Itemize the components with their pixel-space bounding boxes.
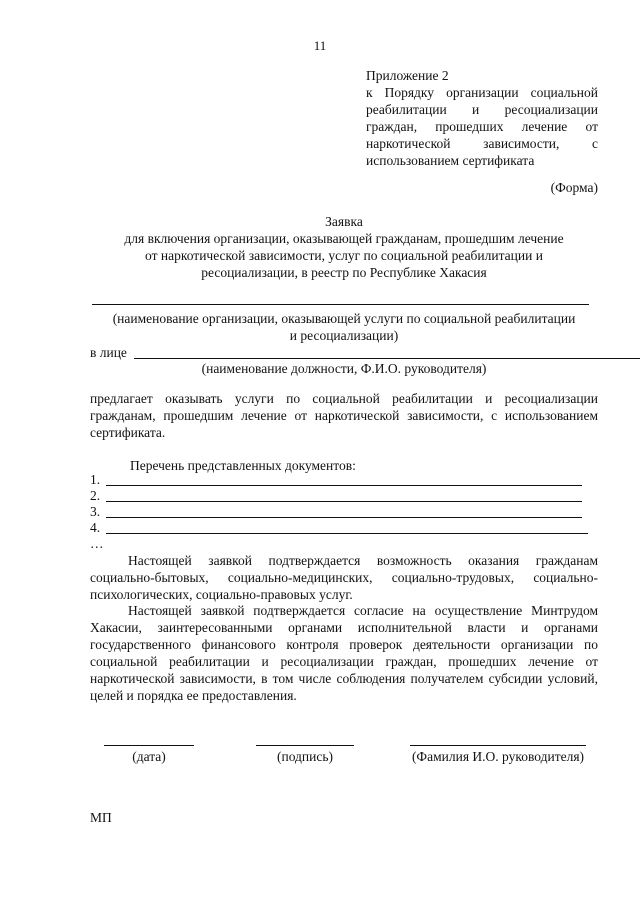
representative-field[interactable] xyxy=(134,358,640,359)
page-number: 11 xyxy=(313,38,327,53)
form-label: (Форма) xyxy=(550,180,598,195)
manager-name-caption: (Фамилия И.О. руководителя) xyxy=(411,749,585,764)
organization-name-field[interactable] xyxy=(92,304,589,305)
appendix-line: наркотической зависимости, с xyxy=(366,136,598,151)
signature-caption: (подпись) xyxy=(276,749,334,764)
document-item-field[interactable] xyxy=(106,485,582,486)
document-item-field[interactable] xyxy=(106,517,582,518)
consent-paragraph: Настоящей заявкой подтверждается согласие на осуществление Минтрудом Хакасии, заинтересованными органами исполнительной власти и органами государственного финансового контроля проверок деятельности организации по социальной реабилитации и ресоциализации граждан, прошедших лечение от наркотической зависимости, в том числе соблюдения получателем субсидии условий, целей и порядка ее предоставления. xyxy=(90,603,598,703)
date-field[interactable] xyxy=(104,745,194,746)
heading-line: ресоциализации, в реестр по Республике Хакасия xyxy=(201,265,487,280)
document-item-field[interactable] xyxy=(106,501,582,502)
document-heading xyxy=(90,213,598,281)
document-item xyxy=(90,520,588,536)
heading-title: Заявка xyxy=(325,214,363,229)
document-item-field[interactable] xyxy=(106,533,588,534)
document-item xyxy=(90,488,582,504)
date-caption: (дата) xyxy=(132,749,166,764)
heading-line: от наркотической зависимости, услуг по социальной реабилитации и xyxy=(145,248,543,263)
confirmation-paragraph: Настоящей заявкой подтверждается возможность оказания гражданам социально-бытовых, социально-медицинских, социально-трудовых, социально-психологических, социально-правовых услуг. xyxy=(90,553,598,602)
document-item-number: 2. xyxy=(90,488,101,503)
appendix-title: Приложение 2 xyxy=(366,68,449,83)
organization-caption xyxy=(90,310,598,344)
stamp-place-label: МП xyxy=(90,810,112,825)
signature-field[interactable] xyxy=(256,745,354,746)
document-item-number: 1. xyxy=(90,472,101,487)
organization-caption-line: (наименование организации, оказывающей услуги по социальной реабилитации xyxy=(112,311,576,326)
appendix-block xyxy=(366,67,598,169)
appendix-line: к Порядку организации социальной xyxy=(366,85,598,100)
appendix-line: использованием сертификата xyxy=(366,153,535,168)
appendix-line: реабилитации и ресоциализации xyxy=(366,102,598,117)
organization-caption-line: и ресоциализации) xyxy=(289,328,399,343)
representative-caption: (наименование должности, Ф.И.О. руководителя) xyxy=(201,361,487,376)
document-item xyxy=(90,472,582,488)
documents-title: Перечень представленных документов: xyxy=(130,458,356,473)
documents-ellipsis: … xyxy=(90,536,104,551)
document-item xyxy=(90,504,582,520)
appendix-line: граждан, прошедших лечение от xyxy=(366,119,598,134)
document-item-number: 3. xyxy=(90,504,101,519)
document-item-number: 4. xyxy=(90,520,101,535)
heading-line: для включения организации, оказывающей гражданам, прошедшим лечение xyxy=(124,231,564,246)
representative-label: в лице xyxy=(90,345,127,360)
manager-name-field[interactable] xyxy=(410,745,586,746)
offer-paragraph: предлагает оказывать услуги по социальной реабилитации и ресоциализации гражданам, прошедшим лечение от наркотической зависимости, с использованием сертификата. xyxy=(90,391,598,440)
